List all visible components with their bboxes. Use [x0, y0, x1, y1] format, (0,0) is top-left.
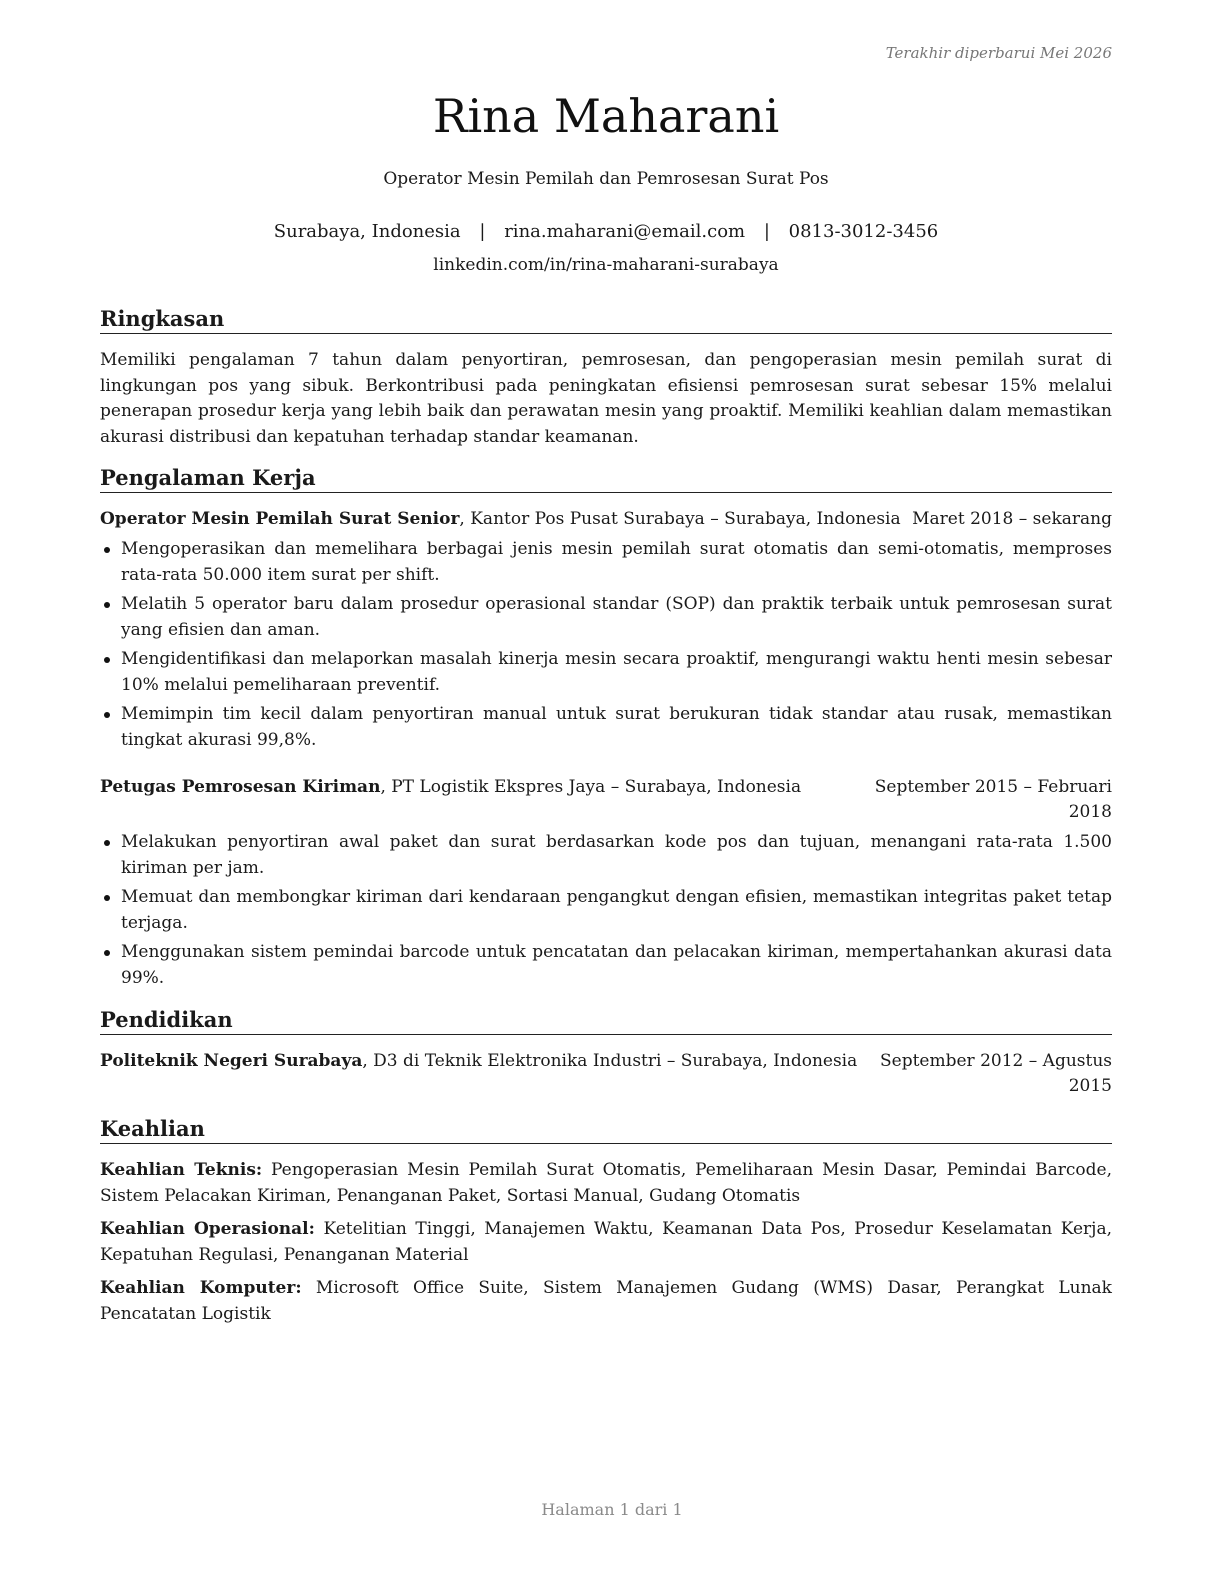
job-bullets — [100, 830, 1112, 995]
list-item: Memimpin tim kecil dalam penyortiran manual untuk surat berukuran tidak standar atau rusak, memastikan tingkat akurasi 99,8%. — [100, 702, 1112, 753]
degree-detail: , D3 di Teknik Elektronika Industri – Surabaya, Indonesia — [362, 1051, 858, 1071]
job-organization: , Kantor Pos Pusat Surabaya – Surabaya, Indonesia — [459, 509, 901, 529]
contact-separator: | — [479, 221, 486, 242]
education-dates: September 2012 – Agustus 2015 — [880, 1051, 1112, 1096]
list-item: Menggunakan sistem pemindai barcode untuk pencatatan dan pelacakan kiriman, mempertahankan akurasi data 99%. — [100, 940, 1112, 991]
job-organization: , PT Logistik Ekspres Jaya – Surabaya, Indonesia — [380, 777, 802, 797]
job-header — [100, 775, 1112, 825]
section-heading-summary: Ringkasan — [100, 305, 1112, 334]
job-dates: September 2015 – Februari 2018 — [874, 777, 1112, 822]
contact-separator: | — [763, 221, 770, 242]
list-item: Memuat dan membongkar kiriman dari kendaraan pengangkut dengan efisien, memastikan integritas paket tetap terjaga. — [100, 885, 1112, 936]
job-bullets — [100, 537, 1112, 757]
section-heading-experience: Pengalaman Kerja — [100, 464, 1112, 493]
last-updated-note: Terakhir diperbarui Mei 2026 — [885, 44, 1112, 62]
section-heading-skills: Keahlian — [100, 1115, 1112, 1144]
email-link[interactable]: rina.maharani@email.com — [504, 221, 746, 242]
section-heading-education: Pendidikan — [100, 1006, 1112, 1035]
job-header — [100, 507, 1112, 532]
contact-line — [100, 219, 1112, 245]
skill-label: Keahlian Teknis: — [100, 1160, 263, 1180]
phone-number: 0813-3012-3456 — [788, 221, 939, 242]
linkedin-link[interactable]: linkedin.com/in/rina-maharani-surabaya — [433, 255, 779, 275]
list-item: Mengidentifikasi dan melaporkan masalah kinerja mesin secara proaktif, mengurangi waktu henti mesin sebesar 10% melalui pemeliharaan preventif. — [100, 647, 1112, 698]
skill-group — [100, 1217, 1112, 1268]
education-entry — [100, 1049, 1112, 1099]
skill-list: Ketelitian Tinggi, Manajemen Waktu, Keamanan Data Pos, Prosedur Keselamatan Kerja, Kepatuhan Regulasi, Penanganan Material — [100, 1219, 1112, 1265]
list-item: Melatih 5 operator baru dalam prosedur operasional standar (SOP) dan praktik terbaik untuk pemrosesan surat yang efisien dan aman. — [100, 592, 1112, 643]
skill-label: Keahlian Operasional: — [100, 1219, 315, 1239]
location: Surabaya, Indonesia — [273, 221, 461, 242]
resume-page — [100, 0, 1112, 1584]
skill-label: Keahlian Komputer: — [100, 1278, 302, 1298]
job-role: Operator Mesin Pemilah Surat Senior — [100, 509, 460, 529]
skill-list: Pengoperasian Mesin Pemilah Surat Otomatis, Pemeliharaan Mesin Dasar, Pemindai Barcode, Sistem Pelacakan Kiriman, Penanganan Paket, Sortasi Manual, Gudang Otomatis — [100, 1160, 1112, 1206]
job-role: Petugas Pemrosesan Kiriman — [100, 777, 381, 797]
page-number: Halaman 1 dari 1 — [541, 1500, 683, 1519]
list-item: Melakukan penyortiran awal paket dan surat berdasarkan kode pos dan tujuan, menangani rata-rata 1.500 kiriman per jam. — [100, 830, 1112, 881]
candidate-name: Rina Maharani — [432, 89, 780, 143]
list-item: Mengoperasikan dan memelihara berbagai jenis mesin pemilah surat otomatis dan semi-otomatis, memproses rata-rata 50.000 item surat per shift. — [100, 537, 1112, 588]
skill-group — [100, 1158, 1112, 1209]
job-dates: Maret 2018 – sekarang — [912, 509, 1112, 529]
skill-list: Microsoft Office Suite, Sistem Manajemen Gudang (WMS) Dasar, Perangkat Lunak Pencatatan Logistik — [100, 1278, 1112, 1324]
candidate-title: Operator Mesin Pemilah dan Pemrosesan Surat Pos — [383, 169, 829, 189]
school-name: Politeknik Negeri Surabaya — [100, 1051, 363, 1071]
summary-text: Memiliki pengalaman 7 tahun dalam penyortiran, pemrosesan, dan pengoperasian mesin pemilah surat di lingkungan pos yang sibuk. Berkontribusi pada peningkatan efisiensi pemrosesan surat sebesar 15% melalui penerapan prosedur kerja yang lebih baik dan perawatan mesin yang proaktif. Memiliki keahlian dalam memastikan akurasi distribusi dan kepatuhan terhadap standar keamanan. — [100, 350, 1112, 447]
skill-group — [100, 1276, 1112, 1327]
